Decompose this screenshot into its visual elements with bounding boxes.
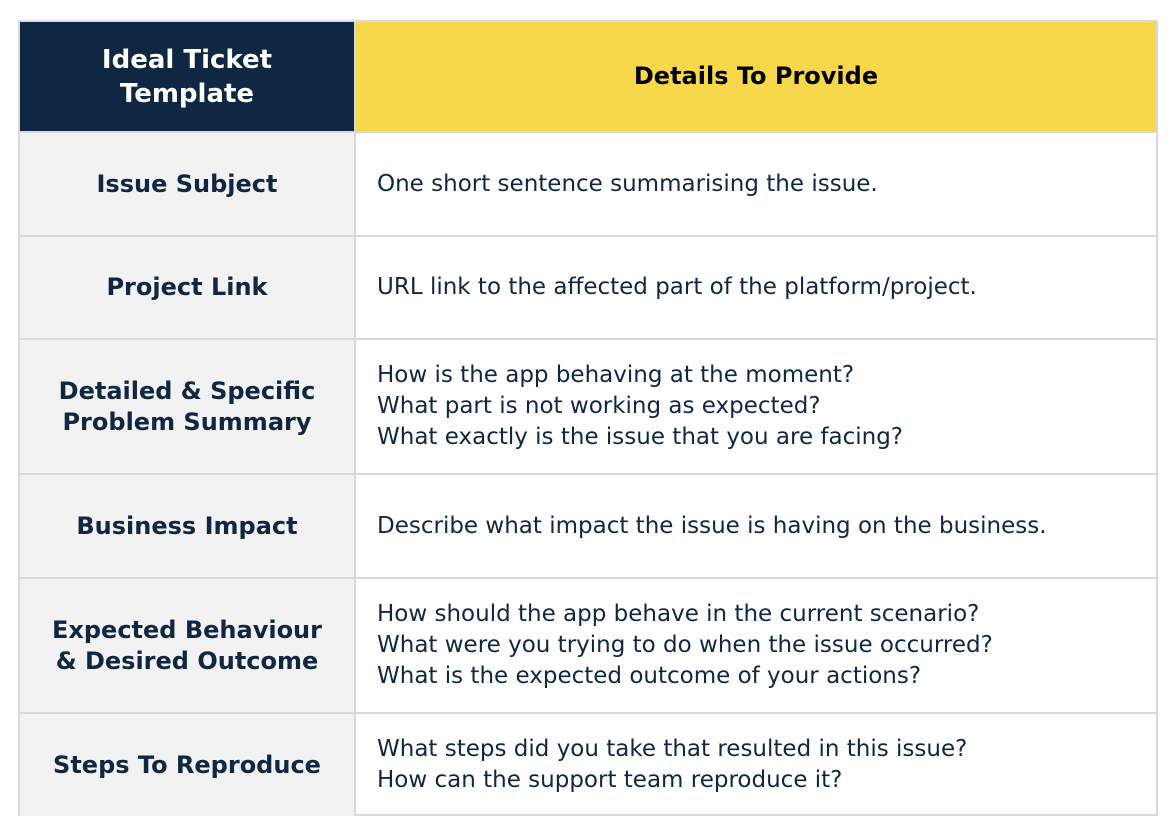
row-details-cell: [356, 340, 1156, 473]
row-detail-line: What steps did you take that resulted in this issue?: [377, 736, 968, 762]
row-label-cell: [20, 579, 356, 712]
row-label-cell: [20, 133, 356, 235]
row-detail-line: What were you trying to do when the issue occurred?: [377, 632, 993, 658]
row-detail-line: How should the app behave in the current scenario?: [377, 601, 980, 627]
row-label-cell: [20, 340, 356, 473]
row-detail-line: How is the app behaving at the moment?: [377, 362, 855, 388]
header-template-cell: [20, 22, 356, 131]
row-label-line-2: Problem Summary: [62, 407, 312, 436]
row-detail-line: What part is not working as expected?: [377, 393, 821, 419]
row-label: Issue Subject: [96, 169, 278, 198]
table-row-business-impact: [20, 475, 1156, 579]
row-details-cell: [356, 579, 1156, 712]
row-label-cell: [20, 714, 356, 816]
ticket-template-table: [18, 20, 1158, 816]
row-details-cell: [356, 714, 1156, 816]
table-row-steps-to-reproduce: [20, 714, 1156, 816]
row-detail-line: What is the expected outcome of your actions?: [377, 663, 922, 689]
row-detail-line: How can the support team reproduce it?: [377, 767, 843, 793]
table-row-issue-subject: [20, 133, 1156, 237]
row-detail-line: One short sentence summarising the issue.: [377, 170, 878, 197]
row-label-cell: [20, 475, 356, 577]
row-label-line-1: Expected Behaviour: [52, 615, 322, 644]
row-detail-line: URL link to the affected part of the platform/project.: [377, 274, 977, 300]
row-label-cell: [20, 237, 356, 338]
header-template-title-line-1: Ideal Ticket: [101, 44, 273, 75]
table-row-expected-behaviour: [20, 579, 1156, 714]
row-details-cell: [356, 133, 1156, 235]
row-label: Project Link: [106, 273, 268, 301]
header-details-title: Details To Provide: [633, 62, 879, 90]
table-row-project-link: [20, 237, 1156, 340]
header-template-title-line-2: Template: [119, 78, 255, 109]
row-details-cell: [356, 237, 1156, 338]
header-details-cell: [356, 22, 1156, 131]
row-label-line-1: Detailed & Specific: [58, 376, 316, 405]
row-details-cell: [356, 475, 1156, 577]
row-label: Steps To Reproduce: [53, 750, 321, 779]
header-row: [20, 22, 1156, 133]
row-detail-line: Describe what impact the issue is having on the business.: [377, 512, 1047, 539]
table-row-problem-summary: [20, 340, 1156, 475]
row-detail-line: What exactly is the issue that you are facing?: [377, 424, 904, 450]
row-label-line-2: & Desired Outcome: [55, 646, 319, 675]
row-label: Business Impact: [76, 511, 298, 540]
